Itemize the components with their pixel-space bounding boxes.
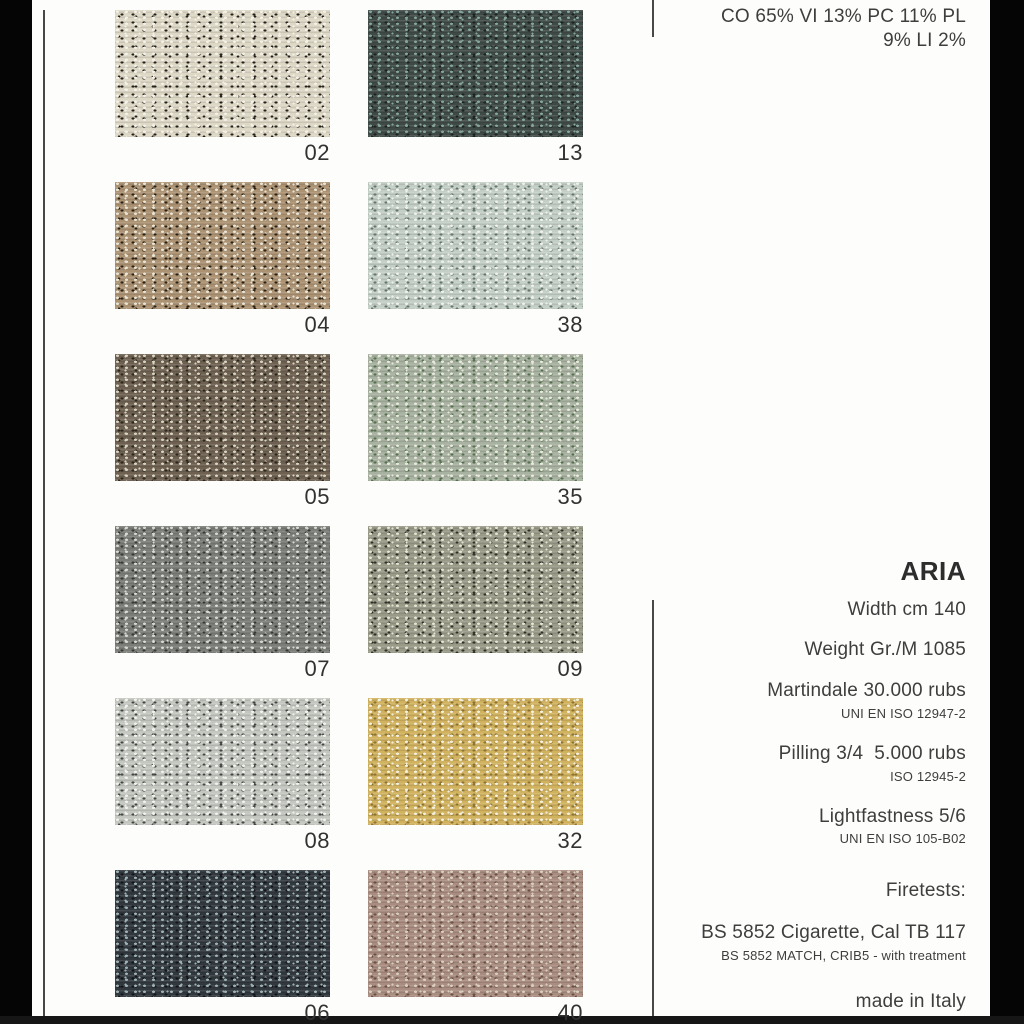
swatch-cell	[368, 698, 583, 856]
spec-firetests-detail: BS 5852 MATCH, CRIB5 - with treatment	[721, 948, 966, 963]
scan-border-right	[990, 0, 1024, 1024]
swatch-number: 04	[304, 312, 330, 337]
spec-weight: Weight Gr./M 1085	[804, 639, 966, 660]
spec-martindale: Martindale 30.000 rubs	[767, 680, 966, 701]
spec-pilling: Pilling 3/4 5.000 rubs	[778, 743, 966, 764]
scan-border-left	[0, 0, 32, 1024]
spec-pilling-standard: ISO 12945-2	[890, 769, 966, 784]
swatch-cell	[368, 870, 583, 1024]
spec-firetests: BS 5852 Cigarette, Cal TB 117	[701, 922, 966, 943]
spec-lightfastness-standard: UNI EN ISO 105-B02	[839, 831, 966, 846]
swatch-number: 09	[557, 656, 583, 681]
spec-martindale-standard: UNI EN ISO 12947-2	[841, 706, 966, 721]
composition-line-2: 9% LI 2%	[883, 30, 966, 51]
swatch-cell	[115, 10, 330, 168]
fabric-swatch-35	[368, 354, 583, 481]
swatch-cell	[368, 526, 583, 684]
swatch-cell	[115, 526, 330, 684]
vertical-rule-left	[43, 10, 45, 1016]
swatch-number: 08	[304, 828, 330, 853]
fabric-swatch-04	[115, 182, 330, 309]
swatch-number: 13	[557, 140, 583, 165]
swatch-number: 32	[557, 828, 583, 853]
fabric-swatch-13	[368, 10, 583, 137]
swatch-cell	[368, 10, 583, 168]
swatch-grid	[115, 10, 583, 1024]
spec-panel	[596, 0, 966, 1024]
swatch-number: 05	[304, 484, 330, 509]
fabric-name: ARIA	[900, 556, 966, 586]
spec-lightfastness: Lightfastness 5/6	[818, 806, 966, 827]
fabric-swatch-05	[115, 354, 330, 481]
swatch-cell	[368, 182, 583, 340]
spec-firetests-label: Firetests:	[885, 880, 966, 901]
fabric-swatch-06	[115, 870, 330, 997]
fabric-swatch-02	[115, 10, 330, 137]
swatch-number: 35	[557, 484, 583, 509]
fabric-swatch-38	[368, 182, 583, 309]
made-in-label: made in Italy	[855, 991, 966, 1012]
fabric-swatch-32	[368, 698, 583, 825]
spec-width: Width cm 140	[847, 599, 966, 620]
swatch-cell	[115, 354, 330, 512]
swatch-cell	[115, 182, 330, 340]
swatch-number: 06	[304, 1000, 330, 1024]
swatch-number: 40	[557, 1000, 583, 1024]
fabric-swatch-08	[115, 698, 330, 825]
swatch-cell	[115, 698, 330, 856]
fabric-swatch-07	[115, 526, 330, 653]
swatch-number: 02	[304, 140, 330, 165]
swatch-number: 07	[304, 656, 330, 681]
fabric-swatch-09	[368, 526, 583, 653]
fabric-swatch-40	[368, 870, 583, 997]
swatch-cell	[115, 870, 330, 1024]
composition-line-1: CO 65% VI 13% PC 11% PL	[720, 6, 966, 27]
swatch-cell	[368, 354, 583, 512]
swatch-number: 38	[557, 312, 583, 337]
